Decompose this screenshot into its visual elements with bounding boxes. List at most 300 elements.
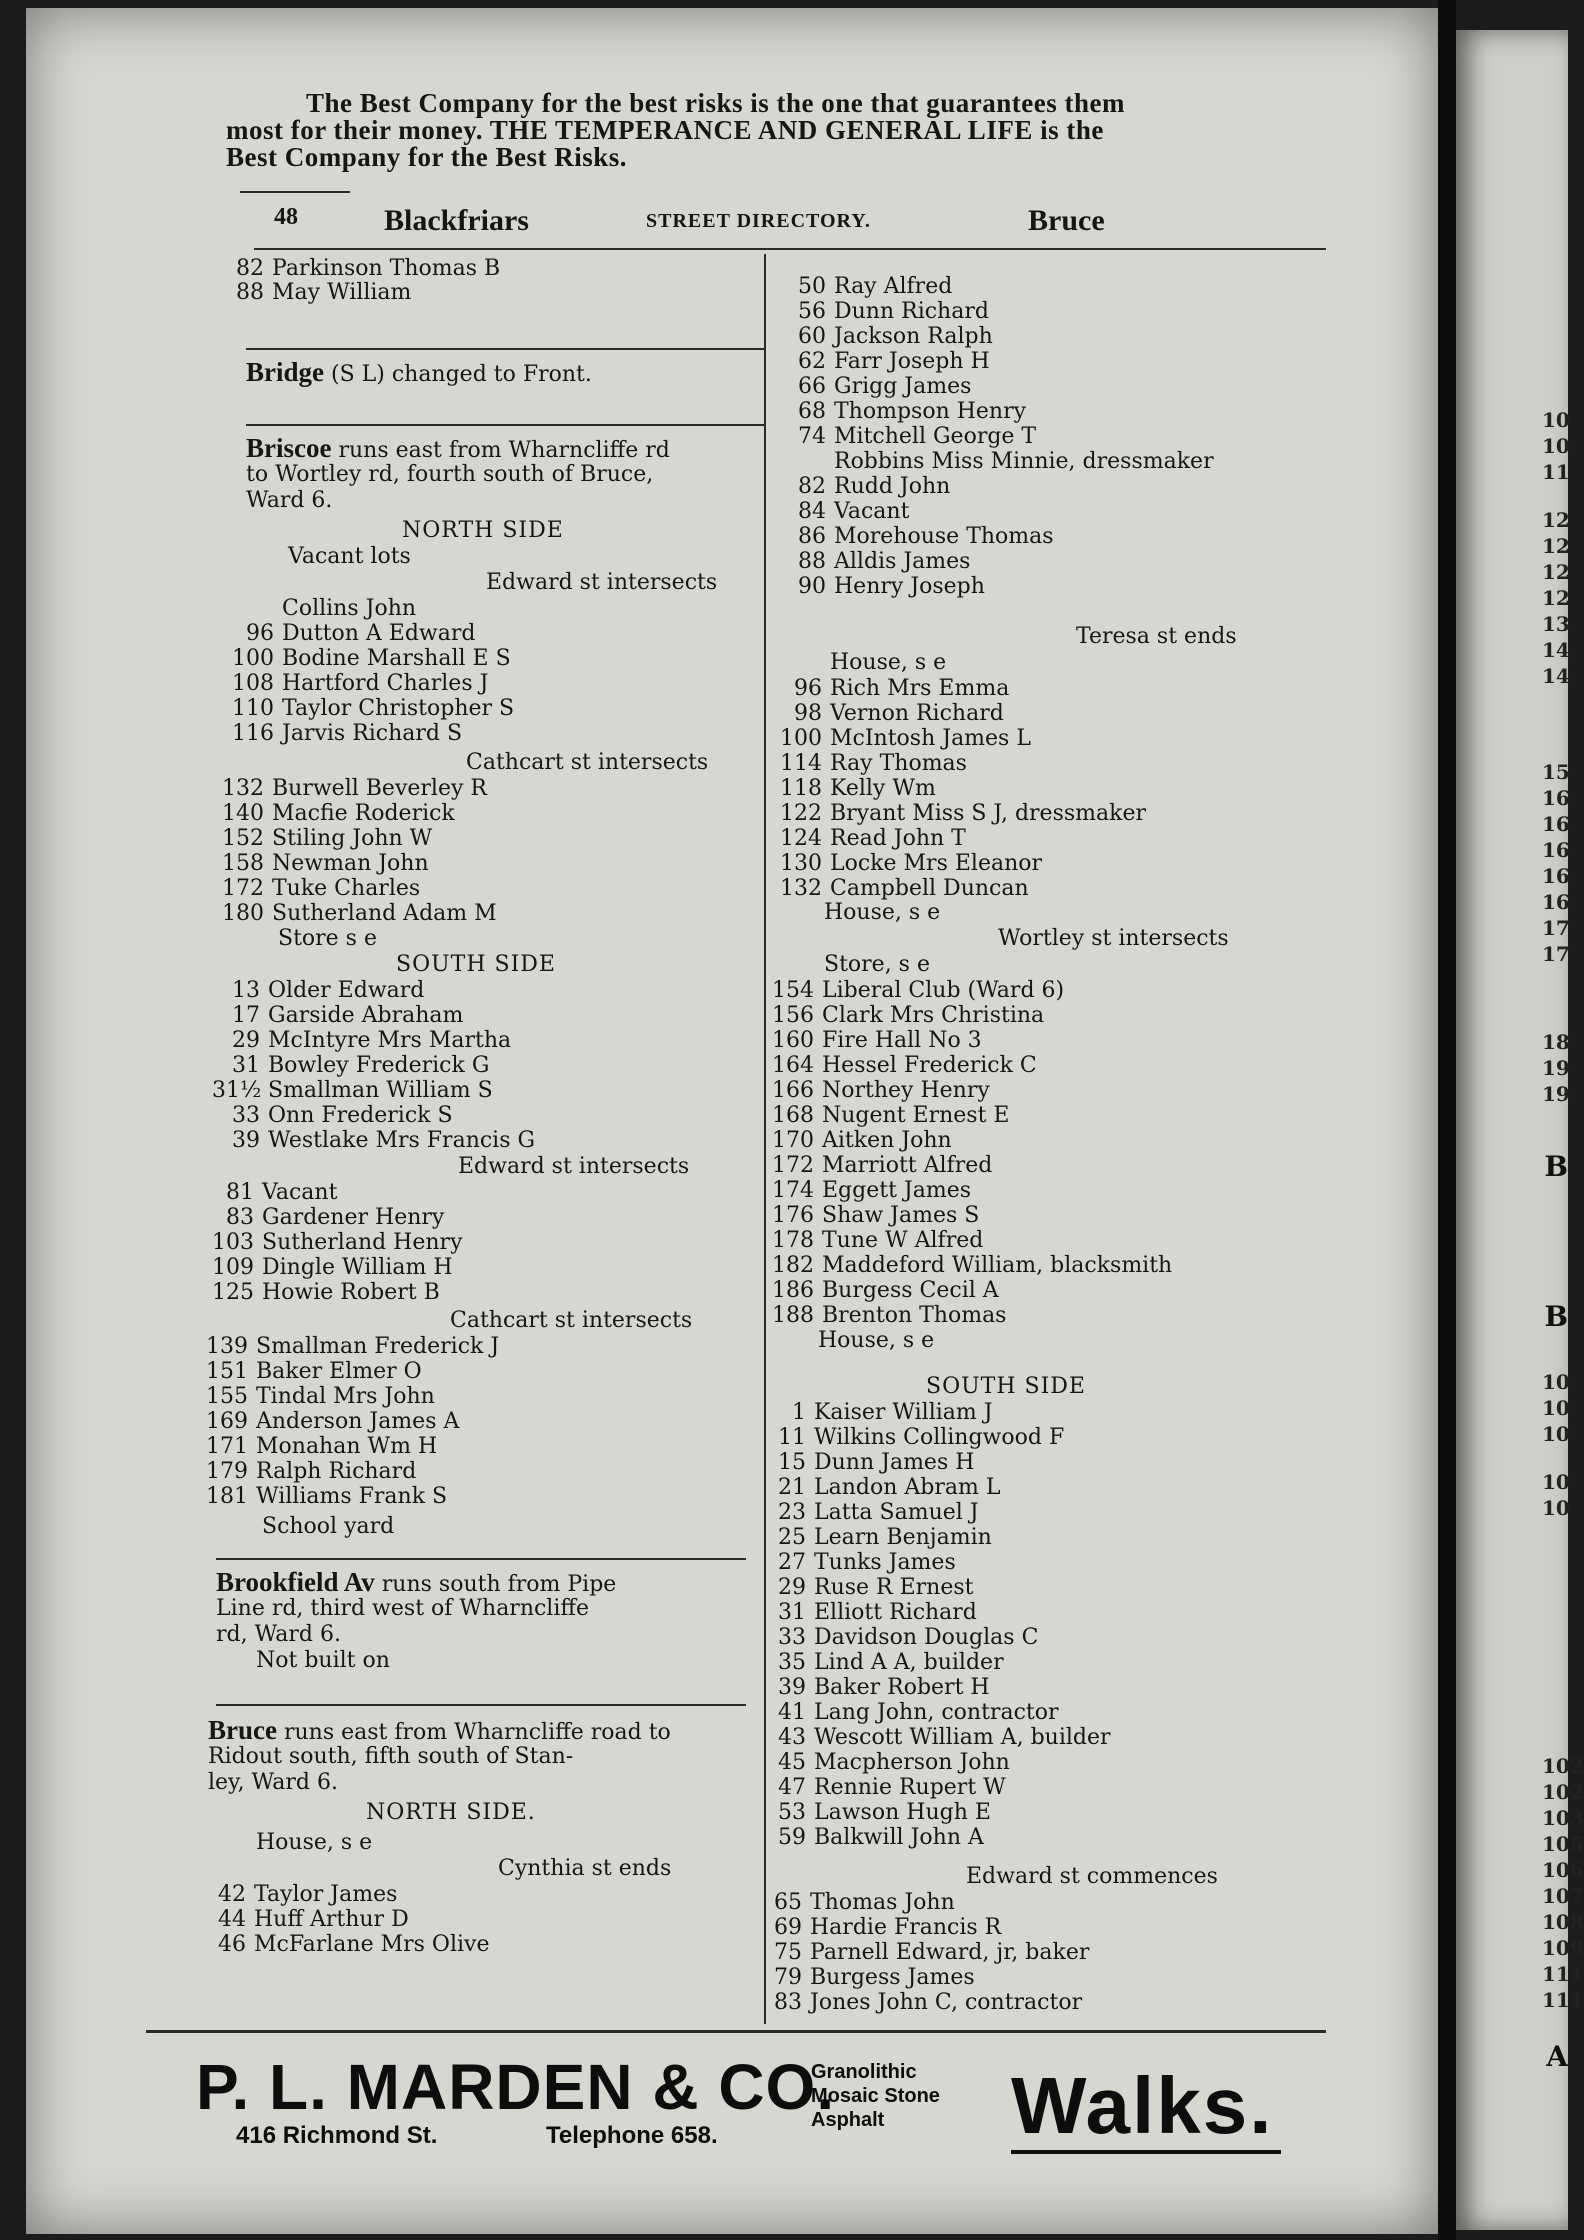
resident-name: Bowley Frederick G (268, 1053, 490, 1078)
adjacent-page-number: 12 (1542, 586, 1570, 610)
house-number: 69 (774, 1915, 802, 1940)
directory-entry (216, 826, 432, 851)
resident-name: Ray Thomas (830, 751, 967, 776)
resident-name: Monahan Wm H (256, 1434, 438, 1459)
resident-name: Farr Joseph H (834, 349, 990, 374)
house-number: 25 (778, 1525, 806, 1550)
house-number: 176 (772, 1203, 814, 1228)
resident-name: Locke Mrs Eleanor (830, 851, 1043, 876)
marden-advertisement (196, 2050, 1286, 2160)
house-number: 180 (222, 901, 264, 926)
directory-entry (778, 499, 909, 524)
house-number: 41 (778, 1700, 806, 1725)
directory-entry (198, 1907, 409, 1932)
adjacent-page-number: 16 (1542, 838, 1570, 862)
house-number: 108 (232, 671, 274, 696)
directory-entry (758, 1675, 990, 1700)
store-note: Store, s e (824, 952, 930, 977)
resident-name: Ray Alfred (834, 274, 953, 299)
directory-entry (778, 474, 950, 499)
directory-entry (766, 1053, 1037, 1078)
resident-name: Wescott William A, builder (814, 1725, 1111, 1750)
directory-entry (778, 349, 990, 374)
section-rule (216, 1558, 746, 1560)
resident-name: Vacant (834, 499, 910, 524)
house-number: 158 (222, 851, 264, 876)
house-number: 125 (212, 1280, 254, 1305)
adjacent-page-number: 10 (1542, 434, 1570, 458)
house-number: 46 (218, 1932, 246, 1957)
adjacent-page-number: 16 (1542, 786, 1570, 810)
house-number: 109 (212, 1255, 254, 1280)
directory-entry (226, 596, 416, 621)
ad-line-3: Best Company for the Best Risks. (226, 142, 628, 172)
directory-entry (216, 876, 420, 901)
directory-entry (216, 901, 497, 926)
directory-page (26, 8, 1438, 2234)
resident-name: Lang John, contractor (814, 1700, 1059, 1725)
section-rule (246, 424, 766, 426)
resident-name: Tindal Mrs John (256, 1384, 435, 1409)
directory-entry (766, 1228, 983, 1253)
house-number: 68 (798, 399, 826, 424)
house-number: 29 (778, 1575, 806, 1600)
directory-entry (758, 1525, 992, 1550)
house-number: 152 (222, 826, 264, 851)
product-item: Mosaic Stone (811, 2085, 940, 2107)
directory-entry (778, 299, 989, 324)
street-description: Line rd, third west of Wharncliffe (216, 1596, 590, 1621)
adjacent-page-number: 10 (1542, 1422, 1570, 1446)
house-number: 132 (222, 776, 264, 801)
adjacent-page-number: 111 (1542, 1962, 1584, 1986)
firm-name: P. L. MARDEN & CO. (196, 2051, 836, 2123)
directory-entry (778, 374, 971, 399)
house-number: 83 (226, 1205, 254, 1230)
street-description: Ward 6. (246, 488, 333, 513)
directory-entry (774, 826, 966, 851)
directory-entry (766, 1078, 990, 1103)
adjacent-page-number: 105 (1542, 1832, 1584, 1856)
house-number: 100 (232, 646, 274, 671)
bruce-heading (208, 1715, 671, 1745)
house-number: 33 (232, 1103, 260, 1128)
directory-entry (766, 1128, 952, 1153)
directory-entry (754, 1915, 1001, 1940)
directory-entry (226, 621, 475, 646)
house-number: 169 (206, 1409, 248, 1434)
product-item: Granolithic (811, 2061, 917, 2083)
house-number: 62 (798, 349, 826, 374)
resident-name: Lind A A, builder (814, 1650, 1004, 1675)
resident-name: Vacant (262, 1180, 338, 1205)
directory-entry (198, 1932, 489, 1957)
intersection-note: Edward st intersects (458, 1154, 690, 1179)
directory-entry (774, 801, 1146, 826)
directory-entry (774, 851, 1042, 876)
resident-name: Dutton A Edward (282, 621, 476, 646)
house-number: 179 (206, 1459, 248, 1484)
directory-entry (198, 1882, 397, 1907)
house-number: 17 (232, 1003, 260, 1028)
resident-name: Ruse R Ernest (814, 1575, 974, 1600)
running-header (266, 204, 1326, 240)
house-number: 11 (778, 1425, 806, 1450)
directory-entry (774, 751, 967, 776)
resident-name: Northey Henry (822, 1078, 990, 1103)
directory-entry (200, 1384, 435, 1409)
directory-entry (206, 1280, 440, 1305)
adjacent-page-number: 10 (1542, 1396, 1570, 1420)
house-note: House, s e (824, 900, 941, 925)
directory-entry (226, 721, 462, 746)
directory-entry (758, 1400, 993, 1425)
resident-name: Campbell Duncan (830, 876, 1029, 901)
house-number: 81 (226, 1180, 254, 1205)
directory-entry (758, 1500, 979, 1525)
adjacent-page-letter: B (1544, 1300, 1568, 1333)
header-title: STREET DIRECTORY. (646, 210, 871, 232)
directory-entry (212, 1078, 493, 1103)
adjacent-page-number: 14 (1542, 664, 1570, 688)
resident-name: Brenton Thomas (822, 1303, 1007, 1328)
house-number: 83 (774, 1990, 802, 2015)
house-number: 15 (778, 1450, 806, 1475)
house-number: 130 (780, 851, 822, 876)
resident-name: Tunks James (814, 1550, 956, 1575)
resident-name: Clark Mrs Christina (822, 1003, 1045, 1028)
resident-name: Marriott Alfred (822, 1153, 993, 1178)
resident-name: Kelly Wm (830, 776, 936, 801)
street-description: runs east from Wharncliffe road to (276, 1720, 671, 1745)
house-number: 39 (778, 1675, 806, 1700)
directory-entry (206, 1205, 444, 1230)
house-number: 50 (798, 274, 826, 299)
house-number: 156 (772, 1003, 814, 1028)
house-number: 60 (798, 324, 826, 349)
resident-name: Jones John C, contractor (810, 1990, 1083, 2015)
directory-entry (778, 424, 1036, 449)
directory-entry (766, 1253, 1172, 1278)
directory-entry (758, 1575, 974, 1600)
resident-name: Rudd John (834, 474, 951, 499)
resident-name: Tune W Alfred (822, 1228, 984, 1253)
directory-entry (778, 574, 985, 599)
adjacent-page-number: 102 (1542, 1780, 1584, 1804)
resident-name: Hessel Frederick C (822, 1053, 1037, 1078)
directory-entry (774, 701, 1004, 726)
directory-entry (206, 1230, 463, 1255)
adjacent-page-number: 16 (1542, 890, 1570, 914)
directory-entry (778, 524, 1054, 549)
resident-name: Morehouse Thomas (834, 524, 1054, 549)
resident-name: Bodine Marshall E S (282, 646, 511, 671)
house-number: 88 (236, 280, 264, 305)
directory-entry (778, 549, 970, 574)
resident-name: McIntosh James L (830, 726, 1031, 751)
directory-entry (758, 1775, 1006, 1800)
adjacent-page-number: 102 (1542, 1754, 1584, 1778)
house-number: 110 (232, 696, 274, 721)
directory-entry (758, 1550, 956, 1575)
directory-entry (206, 1255, 453, 1280)
resident-name: Dingle William H (262, 1255, 453, 1280)
resident-name: Williams Frank S (256, 1484, 448, 1509)
adjacent-page-number: 19 (1542, 1082, 1570, 1106)
house-number: 178 (772, 1228, 814, 1253)
directory-entry (206, 1180, 337, 1205)
resident-name: Rennie Rupert W (814, 1775, 1006, 1800)
resident-name: Burwell Beverley R (272, 776, 487, 801)
resident-name: Baker Robert H (814, 1675, 990, 1700)
house-number: 114 (780, 751, 822, 776)
resident-name: Wilkins Collingwood F (814, 1425, 1065, 1450)
directory-entry (216, 801, 455, 826)
footer-rule (146, 2030, 1326, 2033)
resident-name: Hartford Charles J (282, 671, 489, 696)
house-number: 186 (772, 1278, 814, 1303)
house-number: 82 (236, 256, 264, 281)
adjacent-page-number: 111 (1542, 1988, 1584, 2012)
house-number: 96 (794, 676, 822, 701)
resident-name: Smallman Frederick J (256, 1334, 500, 1359)
resident-name: Learn Benjamin (814, 1525, 992, 1550)
directory-entry (212, 1028, 511, 1053)
house-number: 84 (798, 499, 826, 524)
resident-name: Jarvis Richard S (282, 721, 463, 746)
house-number: 31½ (212, 1078, 262, 1103)
product-item: Asphalt (811, 2109, 885, 2131)
resident-name: Thompson Henry (834, 399, 1027, 424)
adjacent-page-letter: B (1544, 1150, 1568, 1183)
house-number: 74 (798, 424, 826, 449)
house-number: 82 (798, 474, 826, 499)
house-number: 27 (778, 1550, 806, 1575)
adjacent-page-letter: A (1546, 2040, 1568, 2073)
side-heading: NORTH SIDE (402, 518, 564, 543)
resident-name: Henry Joseph (834, 574, 985, 599)
house-note: House, s e (818, 1328, 935, 1353)
resident-name: Eggett James (822, 1178, 972, 1203)
directory-entry (774, 676, 1009, 701)
directory-entry (758, 1725, 1111, 1750)
house-note: House, s e (256, 1830, 373, 1855)
directory-entry (766, 1303, 1006, 1328)
directory-entry (758, 1825, 984, 1850)
house-number: 66 (798, 374, 826, 399)
resident-name: May William (272, 280, 412, 305)
resident-name: Grigg James (834, 374, 972, 399)
resident-name: Taylor James (254, 1882, 398, 1907)
house-number: 21 (778, 1475, 806, 1500)
directory-entry (774, 876, 1029, 901)
directory-entry (212, 1103, 453, 1128)
resident-name: Mitchell George T (834, 424, 1037, 449)
house-number: 45 (778, 1750, 806, 1775)
house-number: 170 (772, 1128, 814, 1153)
street-note: (S L) changed to Front. (324, 362, 592, 387)
resident-name: McFarlane Mrs Olive (254, 1932, 490, 1957)
directory-entry (758, 1650, 1004, 1675)
resident-name: Smallman William S (268, 1078, 493, 1103)
directory-entry (212, 1128, 535, 1153)
house-number: 171 (206, 1434, 248, 1459)
intersection-note: Cathcart st intersects (466, 750, 709, 775)
resident-name: Balkwill John A (814, 1825, 984, 1850)
house-number: 42 (218, 1882, 246, 1907)
resident-name: Fire Hall No 3 (822, 1028, 982, 1053)
house-number: 151 (206, 1359, 248, 1384)
adjacent-page-number: 107 (1542, 1884, 1584, 1908)
directory-entry (754, 1890, 955, 1915)
street-description: runs south from Pipe (374, 1572, 617, 1597)
resident-name: Dunn James H (814, 1450, 975, 1475)
street-name: Bridge (246, 357, 324, 387)
resident-name: Newman John (272, 851, 429, 876)
house-number: 132 (780, 876, 822, 901)
house-number: 122 (780, 801, 822, 826)
directory-entry (774, 726, 1031, 751)
house-number: 1 (792, 1400, 806, 1425)
intersection-note: Edward st intersects (486, 570, 718, 595)
street-description: Ridout south, fifth south of Stan- (208, 1744, 574, 1769)
school-yard-note: School yard (262, 1514, 395, 1539)
street-ends-note: Teresa st ends (1076, 624, 1237, 649)
house-number: 139 (206, 1334, 248, 1359)
directory-entry (212, 1053, 489, 1078)
resident-name: McIntyre Mrs Martha (268, 1028, 512, 1053)
resident-name: Dunn Richard (834, 299, 989, 324)
adjacent-page-number: 19 (1542, 1056, 1570, 1080)
directory-entry (758, 1425, 1064, 1450)
resident-name: Elliott Richard (814, 1600, 977, 1625)
street-begins-note: Edward st commences (966, 1864, 1218, 1889)
resident-name: Parkinson Thomas B (272, 256, 501, 281)
intersection-note: Cathcart st intersects (450, 1308, 693, 1333)
directory-entry (216, 256, 500, 281)
house-number: 35 (778, 1650, 806, 1675)
resident-name: Parnell Edward, jr, baker (810, 1940, 1090, 1965)
street-name: Briscoe (246, 433, 332, 463)
house-note: House, s e (830, 650, 947, 675)
left-column (206, 256, 756, 1996)
product-list (811, 2060, 940, 2132)
house-number: 59 (778, 1825, 806, 1850)
resident-name: Jackson Ralph (834, 324, 993, 349)
bridge-entry (246, 357, 592, 387)
walks-underline (1011, 2150, 1281, 2154)
directory-entry (216, 851, 429, 876)
store-note: Store s e (278, 926, 377, 951)
street-description: to Wortley rd, fourth south of Bruce, (246, 462, 654, 487)
directory-entry (226, 696, 514, 721)
directory-entry (766, 978, 1064, 1003)
house-number: 96 (246, 621, 274, 646)
section-rule (246, 348, 766, 350)
house-number: 188 (772, 1303, 814, 1328)
adjacent-page-number: 11 (1542, 460, 1570, 484)
house-number: 13 (232, 978, 260, 1003)
directory-entry (766, 1028, 982, 1053)
adjacent-page-number: 13 (1542, 612, 1570, 636)
adjacent-page-number: 15 (1542, 760, 1570, 784)
house-number: 65 (774, 1890, 802, 1915)
directory-entry (778, 324, 993, 349)
side-heading: SOUTH SIDE (396, 952, 556, 977)
ad-line-2: most for their money. THE TEMPERANCE AND GENERAL LIFE is the (226, 115, 1104, 145)
resident-name: Rich Mrs Emma (830, 676, 1010, 701)
house-number: 31 (232, 1053, 260, 1078)
resident-name: Liberal Club (Ward 6) (822, 978, 1065, 1003)
resident-name: Howie Robert B (262, 1280, 440, 1305)
directory-entry (774, 776, 936, 801)
directory-entry (778, 449, 1214, 474)
directory-entry (758, 1800, 991, 1825)
directory-entry (754, 1965, 975, 1990)
directory-entry (766, 1278, 999, 1303)
header-first-street: Blackfriars (384, 204, 529, 237)
resident-name: Shaw James S (822, 1203, 980, 1228)
resident-name: Collins John (282, 596, 417, 621)
resident-name: Landon Abram L (814, 1475, 1001, 1500)
resident-name: Macfie Roderick (272, 801, 455, 826)
directory-entry (758, 1750, 1010, 1775)
house-number: 44 (218, 1907, 246, 1932)
house-number: 43 (778, 1725, 806, 1750)
adjacent-page-number: 109 (1542, 1936, 1584, 1960)
adjacent-page-number: 16 (1542, 864, 1570, 888)
directory-entry (216, 280, 411, 305)
house-number: 155 (206, 1384, 248, 1409)
adjacent-page-number: 17 (1542, 942, 1570, 966)
book-gutter (1438, 0, 1456, 2240)
house-number: 98 (794, 701, 822, 726)
adjacent-page-number: 10 (1542, 1496, 1570, 1520)
adjacent-page-number: 10 (1542, 1370, 1570, 1394)
directory-entry (778, 399, 1026, 424)
house-number: 174 (772, 1178, 814, 1203)
house-number: 53 (778, 1800, 806, 1825)
adjacent-page-number: 106 (1542, 1858, 1584, 1882)
house-number: 160 (772, 1028, 814, 1053)
adjacent-page-number: 18 (1542, 1030, 1570, 1054)
vacant-lots: Vacant lots (288, 544, 411, 569)
house-number: 181 (206, 1484, 248, 1509)
house-number: 31 (778, 1600, 806, 1625)
adjacent-page-number: 17 (1542, 916, 1570, 940)
street-note: Not built on (256, 1648, 390, 1673)
directory-entry (758, 1700, 1059, 1725)
street-name: Bruce (208, 1715, 277, 1745)
resident-name: Stiling John W (272, 826, 433, 851)
directory-entry (758, 1450, 974, 1475)
house-number: 172 (772, 1153, 814, 1178)
house-number: 140 (222, 801, 264, 826)
resident-name: Anderson James A (256, 1409, 460, 1434)
directory-entry (200, 1409, 459, 1434)
adjacent-page-number: 12 (1542, 560, 1570, 584)
adjacent-page-edge (1456, 30, 1584, 2230)
resident-name: Onn Frederick S (268, 1103, 453, 1128)
resident-name: Sutherland Adam M (272, 901, 497, 926)
resident-name: Robbins Miss Minnie, dressmaker (834, 449, 1214, 474)
resident-name: Bryant Miss S J, dressmaker (830, 801, 1146, 826)
adjacent-page-number: 12 (1542, 508, 1570, 532)
directory-entry (200, 1359, 422, 1384)
house-number: 39 (232, 1128, 260, 1153)
resident-name: Kaiser William J (814, 1400, 993, 1425)
house-number: 86 (798, 524, 826, 549)
